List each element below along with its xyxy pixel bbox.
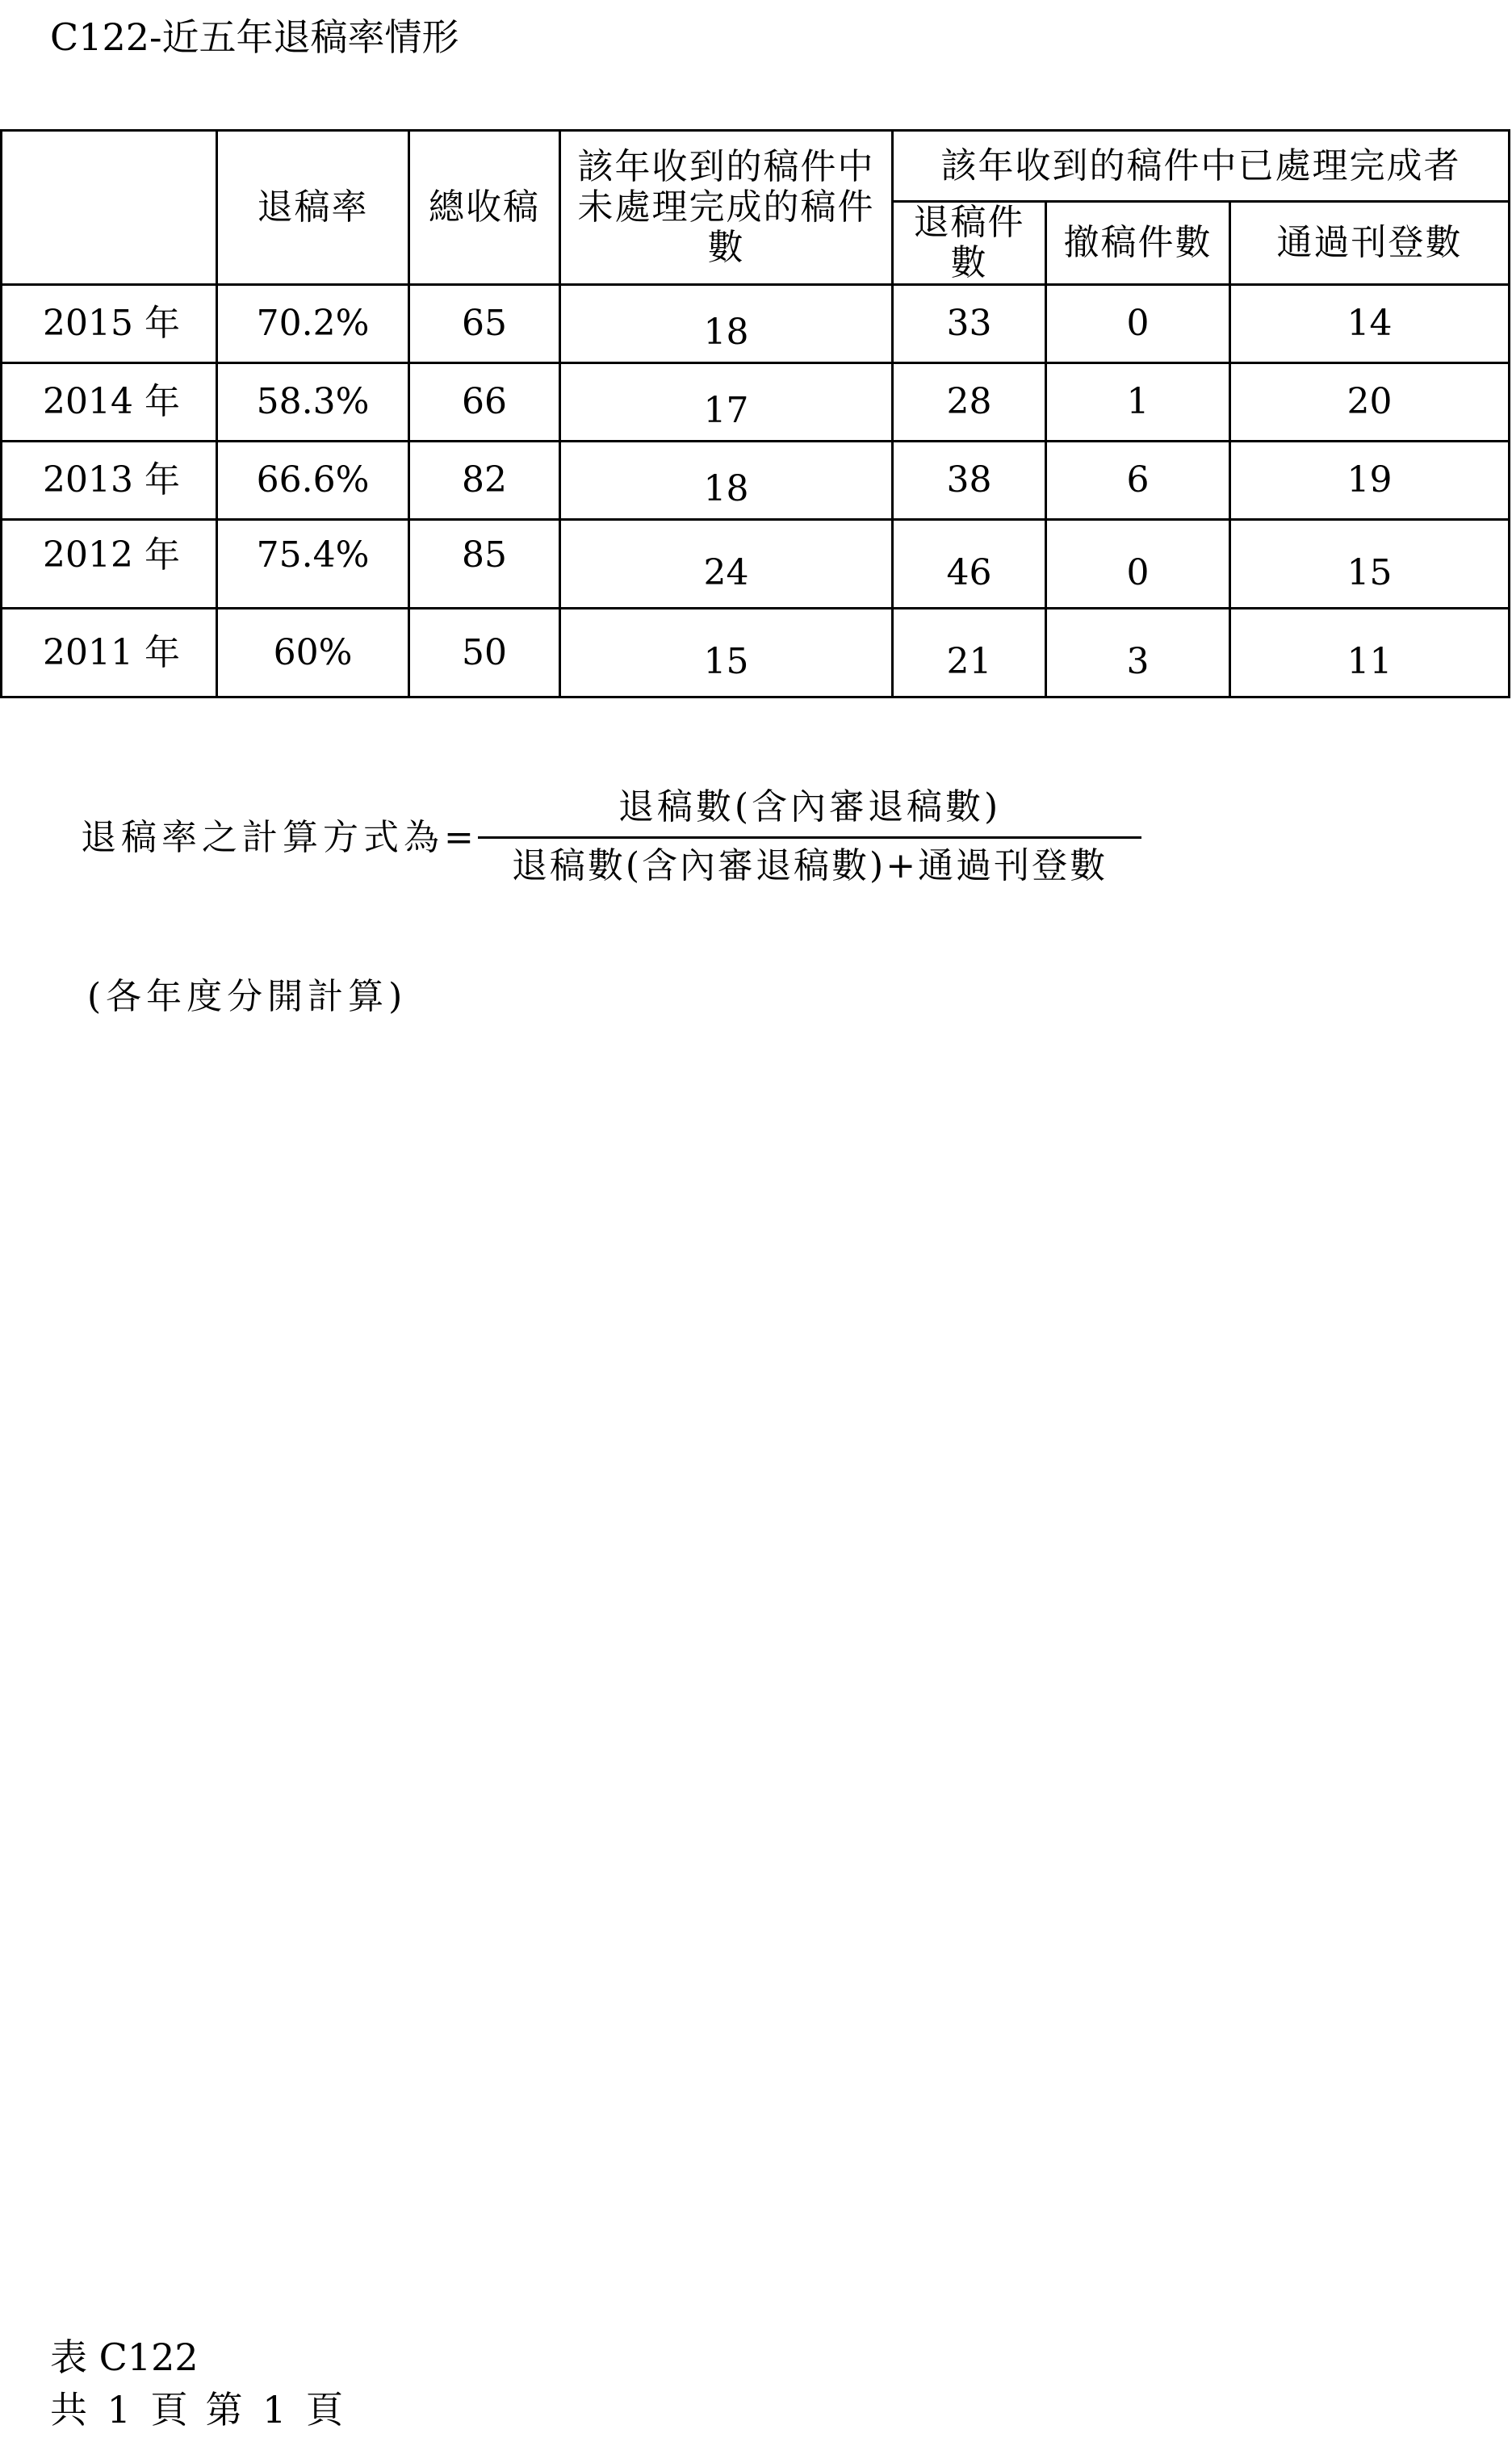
table-row bbox=[2, 609, 1510, 697]
rejected-cell: 21 bbox=[893, 609, 1046, 697]
year-cell: 2013 年 bbox=[2, 442, 217, 520]
rejected-cell: 28 bbox=[893, 363, 1046, 442]
formula-denominator: 退稿數(含內審退稿數)+通過刊登數 bbox=[511, 845, 1108, 886]
unfinished-cell: 15 bbox=[560, 609, 893, 697]
formula-fraction bbox=[478, 783, 1141, 890]
published-cell: 20 bbox=[1230, 363, 1510, 442]
withdrawn-cell: 6 bbox=[1046, 442, 1230, 520]
rate-cell: 70.2% bbox=[217, 285, 409, 363]
total-cell: 82 bbox=[409, 442, 560, 520]
rate-cell: 66.6% bbox=[217, 442, 409, 520]
year-cell: 2015 年 bbox=[2, 285, 217, 363]
withdrawn-cell: 0 bbox=[1046, 285, 1230, 363]
header-published: 通過刊登數 bbox=[1230, 202, 1510, 285]
header-row bbox=[2, 131, 1510, 202]
published-cell: 15 bbox=[1230, 520, 1510, 609]
total-cell: 65 bbox=[409, 285, 560, 363]
published-cell: 11 bbox=[1230, 609, 1510, 697]
unfinished-cell: 18 bbox=[560, 285, 893, 363]
calculation-note: (各年度分開計算) bbox=[87, 976, 408, 1017]
year-cell: 2014 年 bbox=[2, 363, 217, 442]
current-page: 第 1 頁 bbox=[205, 2388, 344, 2432]
total-cell: 50 bbox=[409, 609, 560, 697]
formula-label: 退稿率之計算方式為= bbox=[81, 817, 479, 858]
total-cell: 66 bbox=[409, 363, 560, 442]
rate-cell: 75.4% bbox=[217, 520, 409, 609]
page-title: C122-近五年退稿率情形 bbox=[50, 15, 459, 59]
unfinished-cell: 18 bbox=[560, 442, 893, 520]
rejected-cell: 38 bbox=[893, 442, 1046, 520]
header-withdrawn: 撤稿件數 bbox=[1046, 202, 1230, 285]
table-row bbox=[2, 442, 1510, 520]
year-cell: 2011 年 bbox=[2, 609, 217, 697]
header-unfinished: 該年收到的稿件中未處理完成的稿件數 bbox=[560, 131, 893, 285]
unfinished-cell: 24 bbox=[560, 520, 893, 609]
formula-numerator: 退稿數(含內審退稿數) bbox=[618, 786, 1002, 827]
rejected-cell: 46 bbox=[893, 520, 1046, 609]
header-rejected: 退稿件數 bbox=[893, 202, 1046, 285]
rejected-cell: 33 bbox=[893, 285, 1046, 363]
rate-cell: 60% bbox=[217, 609, 409, 697]
unfinished-cell: 17 bbox=[560, 363, 893, 442]
rate-cell: 58.3% bbox=[217, 363, 409, 442]
corner-header-cell bbox=[2, 131, 217, 285]
total-cell: 85 bbox=[409, 520, 560, 609]
fraction-bar bbox=[478, 836, 1141, 839]
withdrawn-cell: 1 bbox=[1046, 363, 1230, 442]
table-row bbox=[2, 363, 1510, 442]
footer-pagination bbox=[50, 2385, 361, 2434]
header-processed-group: 該年收到的稿件中已處理完成者 bbox=[893, 131, 1510, 202]
table-row bbox=[2, 285, 1510, 363]
withdrawn-cell: 0 bbox=[1046, 520, 1230, 609]
published-cell: 19 bbox=[1230, 442, 1510, 520]
withdrawn-cell: 3 bbox=[1046, 609, 1230, 697]
header-rate: 退稿率 bbox=[217, 131, 409, 285]
total-pages: 共 1 頁 bbox=[50, 2388, 188, 2432]
table-row bbox=[2, 520, 1510, 609]
footer-table-id: 表 C122 bbox=[50, 2335, 199, 2379]
year-cell: 2012 年 bbox=[2, 520, 217, 609]
header-total: 總收稿 bbox=[409, 131, 560, 285]
published-cell: 14 bbox=[1230, 285, 1510, 363]
rejection-rate-table bbox=[0, 129, 1510, 698]
